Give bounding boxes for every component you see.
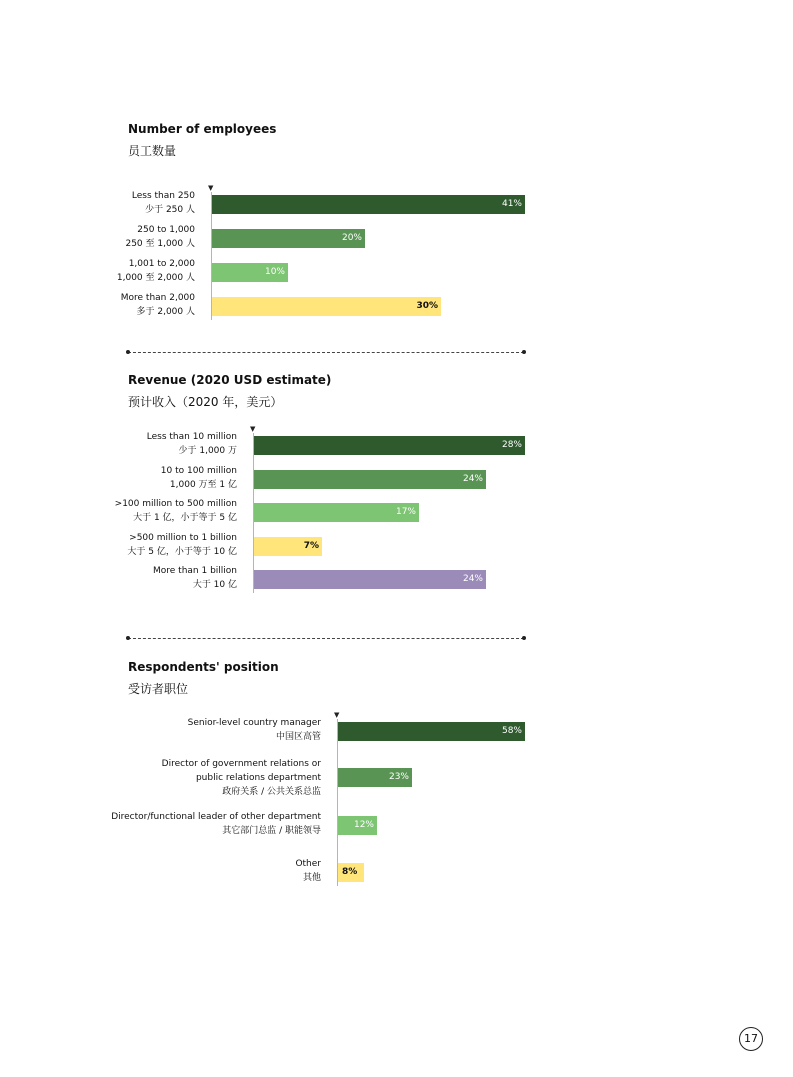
category-label <box>132 189 195 217</box>
bar <box>338 768 412 787</box>
category-label-en: >500 million to 1 billion <box>129 533 237 543</box>
category-label <box>127 531 237 559</box>
category-label-en: Other <box>295 859 321 869</box>
bar-value-label: 7% <box>303 541 319 551</box>
category-label-en: More than 1 billion <box>153 566 237 576</box>
bar-value-label: 17% <box>395 507 416 517</box>
axis-marker-icon: ▼ <box>208 184 214 192</box>
chart-title: Number of employees <box>128 122 277 136</box>
page-number: 17 <box>739 1027 763 1051</box>
category-label-zh: 多于 2,000 人 <box>136 307 195 317</box>
chart-subtitle: 预计收入（2020 年，美元） <box>128 395 283 409</box>
category-label-en: Director of government relations or public relations department <box>161 759 321 783</box>
bar <box>254 503 419 522</box>
category-label-en: 10 to 100 million <box>160 466 237 476</box>
bar-value-label: 58% <box>501 726 522 736</box>
category-label <box>117 257 195 285</box>
bar <box>212 263 288 282</box>
category-label-en: 250 to 1,000 <box>137 225 195 235</box>
category-label <box>295 857 321 885</box>
bar-value-label: 24% <box>462 574 483 584</box>
category-label-en: Senior-level country manager <box>187 718 321 728</box>
category-label <box>188 716 321 744</box>
bar <box>254 570 486 589</box>
category-label-zh: 中国区高管 <box>275 732 321 742</box>
category-label <box>153 564 237 592</box>
chart-subtitle: 受访者职位 <box>128 682 189 696</box>
category-label-zh: 大于 10 亿 <box>192 580 237 590</box>
bar <box>212 297 441 316</box>
chart-title: Revenue (2020 USD estimate) <box>128 373 332 387</box>
bar <box>212 229 365 248</box>
bar-value-label: 20% <box>341 233 362 243</box>
axis-marker-icon: ▼ <box>334 711 340 719</box>
bar <box>338 816 377 835</box>
chart-title: Respondents' position <box>128 660 279 674</box>
bar <box>338 722 525 741</box>
category-label <box>161 464 237 492</box>
bar-value-label: 12% <box>353 820 374 830</box>
axis-marker-icon: ▼ <box>250 425 256 433</box>
bar-value-label: 28% <box>501 440 522 450</box>
category-label <box>111 810 321 838</box>
category-label <box>147 430 237 458</box>
category-label-en: Less than 10 million <box>146 432 237 442</box>
bar <box>212 195 525 214</box>
category-label-en: Director/functional leader of other department <box>111 812 321 822</box>
bar-value-label: 8% <box>342 867 358 877</box>
category-label-zh: 政府关系 / 公共关系总监 <box>222 787 321 797</box>
bar <box>254 537 322 556</box>
category-label-en: More than 2,000 <box>120 293 195 303</box>
bar-value-label: 30% <box>416 301 438 311</box>
category-label <box>115 497 237 525</box>
chart-subtitle: 员工数量 <box>128 144 177 158</box>
category-label-en: 1,001 to 2,000 <box>128 259 195 269</box>
category-label-zh: 1,000 万至 1 亿 <box>169 480 237 490</box>
category-label-en: Less than 250 <box>131 191 195 201</box>
category-label-zh: 大于 5 亿，小于等于 10 亿 <box>127 547 237 557</box>
category-label-zh: 其他 <box>302 873 321 883</box>
category-label-zh: 其它部门总监 / 职能领导 <box>222 826 321 836</box>
bar <box>254 436 525 455</box>
bar <box>338 863 364 882</box>
bar-value-label: 24% <box>462 474 483 484</box>
category-label-zh: 少于 250 人 <box>145 205 195 215</box>
category-label <box>146 757 321 799</box>
bar <box>254 470 486 489</box>
category-label <box>121 291 195 319</box>
bar-value-label: 10% <box>264 267 285 277</box>
y-axis-line <box>337 719 338 886</box>
bar-value-label: 23% <box>388 772 409 782</box>
category-label-zh: 250 至 1,000 人 <box>125 239 195 249</box>
category-label-en: >100 million to 500 million <box>114 499 237 509</box>
category-label-zh: 少于 1,000 万 <box>178 446 237 456</box>
bar-value-label: 41% <box>501 199 522 209</box>
section-divider <box>128 352 524 353</box>
category-label <box>125 223 195 251</box>
category-label-zh: 大于 1 亿，小于等于 5 亿 <box>133 513 237 523</box>
category-label-zh: 1,000 至 2,000 人 <box>116 273 195 283</box>
section-divider <box>128 638 524 639</box>
